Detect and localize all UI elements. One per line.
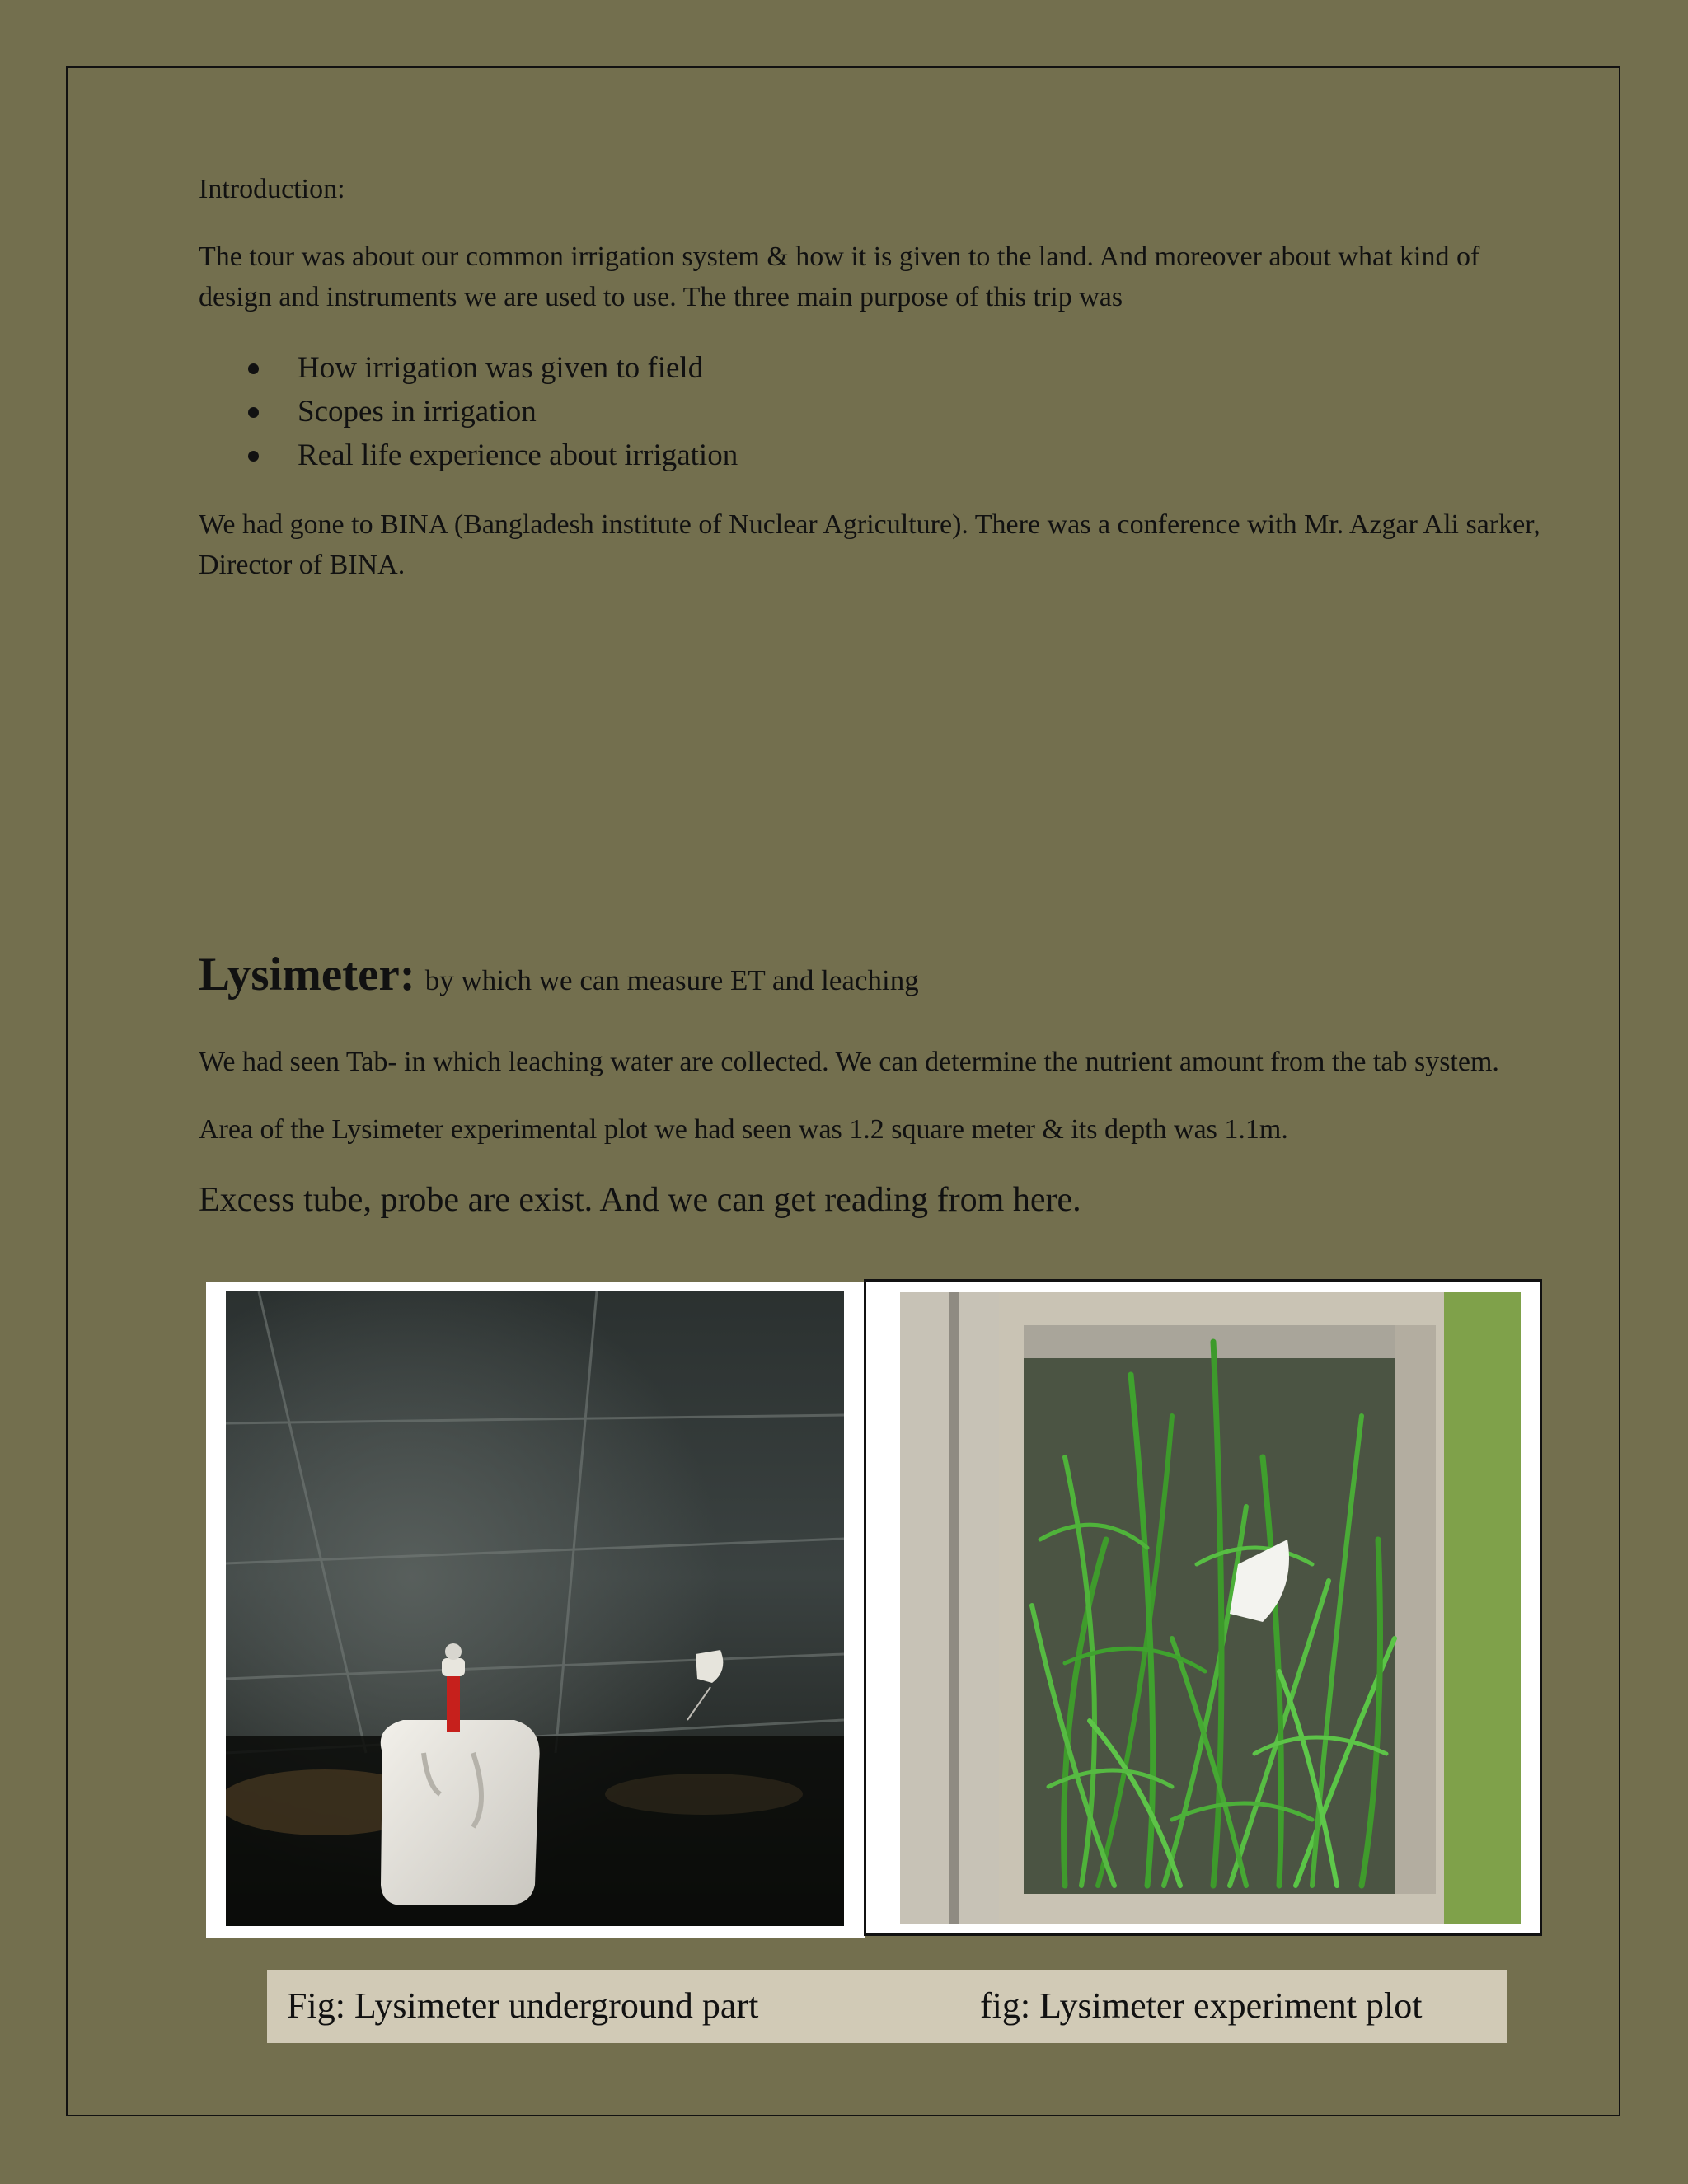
photo-experiment-plot-frame — [864, 1279, 1542, 1936]
bullet-icon — [248, 407, 259, 418]
underground-photo-image — [226, 1291, 844, 1926]
introduction-heading: Introduction: — [199, 174, 345, 204]
photo-underground-part — [226, 1291, 844, 1926]
visit-paragraph: We had gone to BINA (Bangladesh institute of Nuclear Agriculture). There was a conference with Mr. Azgar Ali sarker, Director of BINA. — [199, 509, 1540, 580]
figure-caption-1: Fig: Lysimeter underground part — [287, 1985, 759, 2026]
purpose-list — [199, 346, 738, 477]
lysimeter-heading — [199, 948, 919, 1001]
lysimeter-paragraph-1: We had seen Tab- in which leaching water are collected. We can determine the nutrient amount from the tab system. — [199, 1047, 1499, 1077]
bullet-icon — [248, 451, 259, 462]
introduction-paragraph: The tour was about our common irrigation system & how it is given to the land. And moreover about what kind of design and instruments we are used to use. The three main purpose of this trip was — [199, 241, 1480, 312]
lysimeter-paragraph-2: Area of the Lysimeter experimental plot we had seen was 1.2 square meter & its depth was 1.1m. — [199, 1114, 1288, 1145]
photo-experiment-plot — [900, 1292, 1521, 1924]
list-item: Real life experience about irrigation — [199, 434, 738, 477]
lysimeter-paragraph-3: Excess tube, probe are exist. And we can get reading from here. — [199, 1181, 1081, 1219]
list-item: How irrigation was given to field — [199, 346, 738, 390]
lysimeter-title: Lysimeter: — [199, 949, 415, 1001]
bullet-icon — [248, 363, 259, 374]
lysimeter-subtitle: by which we can measure ET and leaching — [424, 964, 919, 996]
figure-caption-2: fig: Lysimeter experiment plot — [980, 1985, 1423, 2026]
experiment-plot-image — [900, 1292, 1521, 1924]
photo-underground-part-frame — [206, 1282, 865, 1938]
list-item: Scopes in irrigation — [199, 390, 738, 434]
figure-caption-bar — [267, 1970, 1507, 2043]
